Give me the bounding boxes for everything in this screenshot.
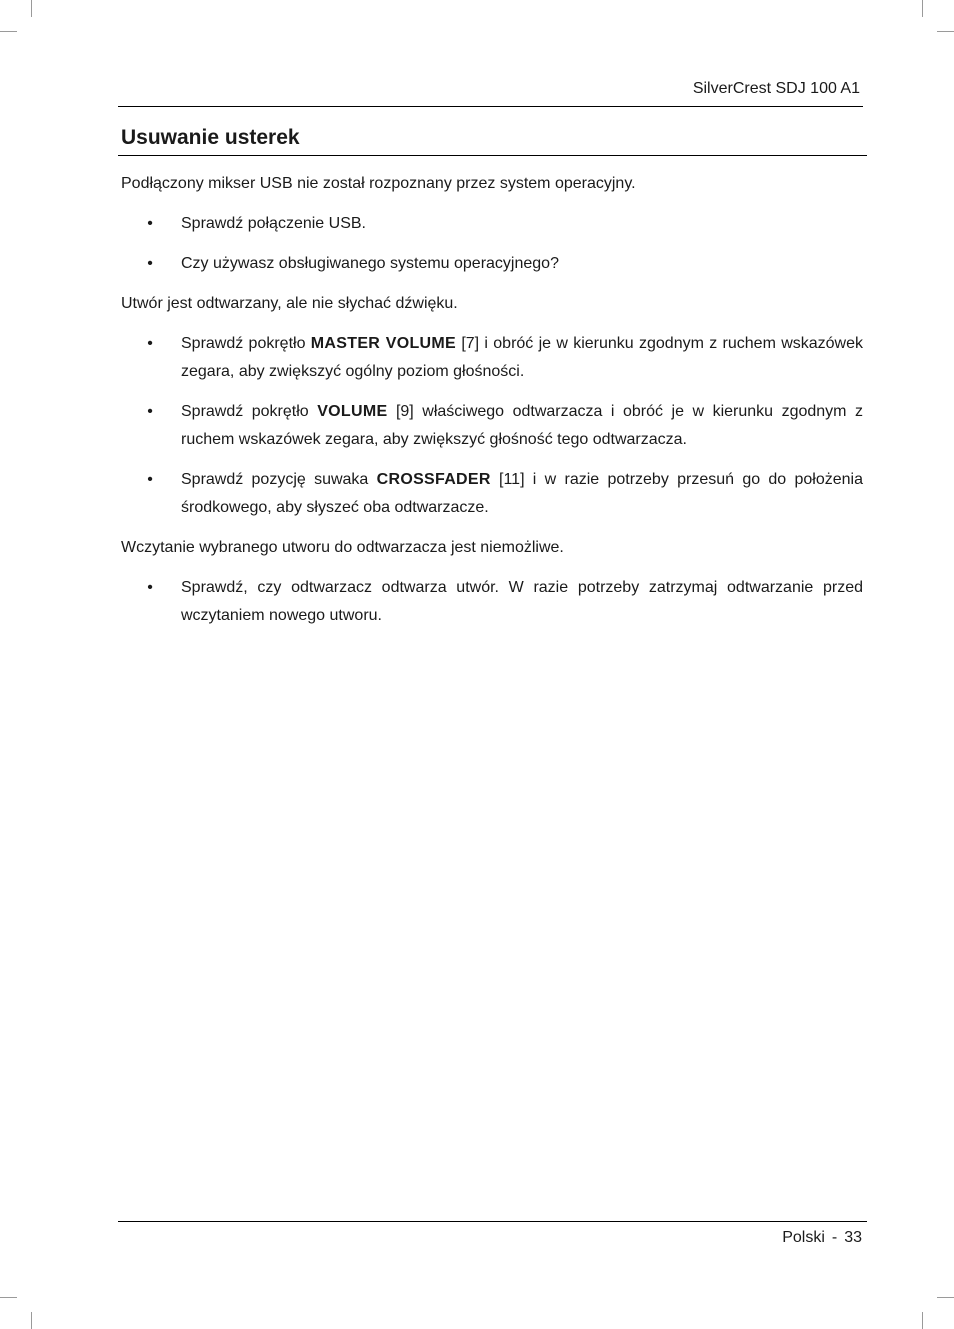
- problem-text: Wczytanie wybranego utworu do odtwarzacza jest niemożliwe.: [121, 539, 564, 556]
- control-name: MASTER VOLUME: [310, 335, 457, 352]
- solution-item: • Sprawdź pozycję suwaka CROSSFADER [11] i w razie potrzeby przesuń go do położenia środkowego, aby słyszeć oba odtwarzacze.: [121, 466, 863, 522]
- bullet-icon: •: [147, 471, 153, 488]
- problem-block: [121, 290, 863, 522]
- problem-block: [121, 170, 863, 278]
- footer-separator: -: [831, 1229, 838, 1246]
- crop-mark: [922, 1312, 923, 1329]
- solution-item: • Sprawdź pokrętło MASTER VOLUME [7] i obróć je w kierunku zgodnym z ruchem wskazówek zegara, aby zwiększyć ogólny poziom głośności.: [121, 330, 863, 386]
- crop-mark: [31, 1312, 32, 1329]
- control-name: CROSSFADER: [376, 471, 491, 488]
- problem-block: [121, 534, 863, 630]
- page-number: 33: [844, 1229, 862, 1246]
- footer-rule: [118, 1221, 867, 1222]
- section-title: Usuwanie usterek: [121, 126, 300, 149]
- title-rule: [118, 155, 867, 156]
- solution-list: [121, 210, 863, 278]
- crop-mark: [937, 1297, 954, 1298]
- problem-text: Podłączony mikser USB nie został rozpoznany przez system operacyjny.: [121, 175, 636, 192]
- crop-mark: [0, 1297, 17, 1298]
- bullet-icon: •: [147, 255, 153, 272]
- bullet-icon: •: [147, 403, 153, 420]
- page-footer: [782, 1228, 862, 1248]
- header-rule: [118, 106, 863, 107]
- crop-mark: [0, 31, 17, 32]
- running-header: SilverCrest SDJ 100 A1: [692, 80, 860, 97]
- solution-list: [121, 574, 863, 630]
- problem-text: Utwór jest odtwarzany, ale nie słychać dźwięku.: [121, 295, 458, 312]
- footer-language: Polski: [782, 1229, 825, 1246]
- troubleshooting-content: [121, 170, 863, 642]
- solution-item: • Sprawdź pokrętło VOLUME [9] właściwego odtwarzacza i obróć je w kierunku zgodnym z ruchem wskazówek zegara, aby zwiększyć głośność tego odtwarzacza.: [121, 398, 863, 454]
- bullet-icon: •: [147, 335, 153, 352]
- solution-list: [121, 330, 863, 522]
- solution-item: • Sprawdź połączenie USB.: [121, 210, 863, 238]
- bullet-icon: •: [147, 215, 153, 232]
- crop-mark: [922, 0, 923, 17]
- crop-mark: [937, 31, 954, 32]
- bullet-icon: •: [147, 579, 153, 596]
- control-name: VOLUME: [317, 403, 388, 420]
- crop-mark: [31, 0, 32, 17]
- solution-item: • Czy używasz obsługiwanego systemu operacyjnego?: [121, 250, 863, 278]
- solution-item: • Sprawdź, czy odtwarzacz odtwarza utwór. W razie potrzeby zatrzymaj odtwarzanie przed wczytaniem nowego utworu.: [121, 574, 863, 630]
